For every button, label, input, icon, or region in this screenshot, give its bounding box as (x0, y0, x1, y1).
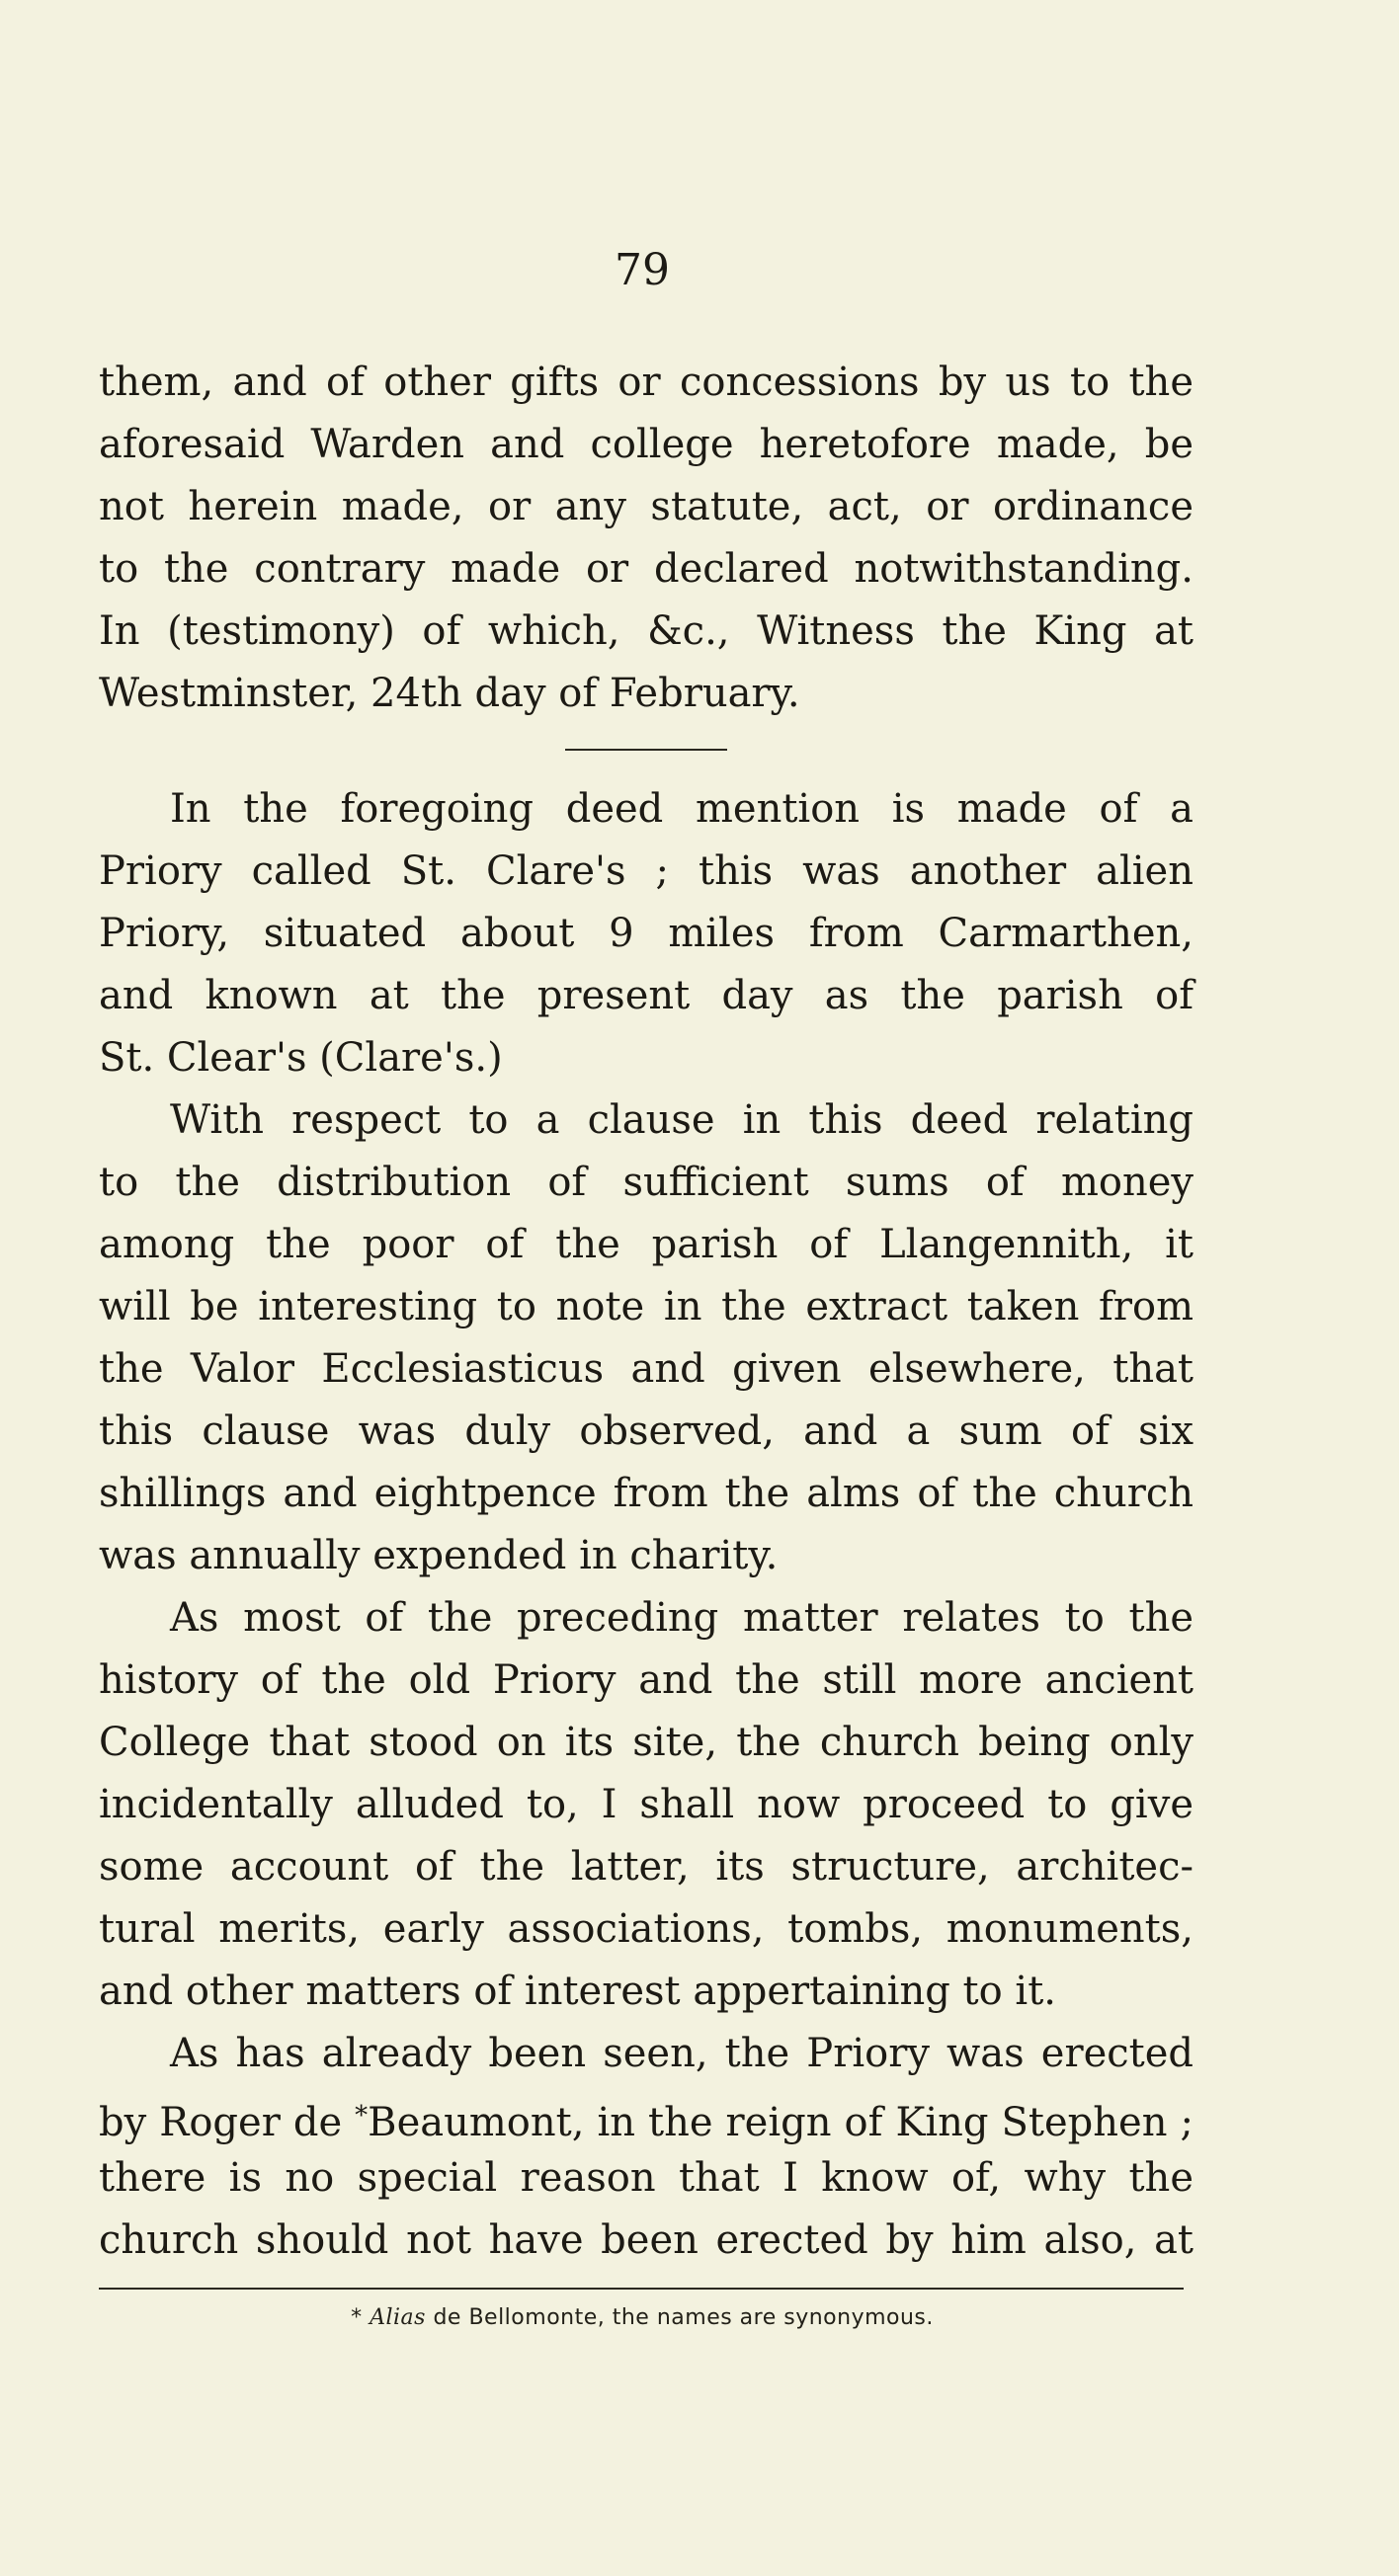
text-line: Priory, situated about 9 miles from Carmarthen, (99, 911, 1193, 956)
text-line: aforesaid Warden and college heretofore made, be (99, 422, 1193, 467)
text-line: there is no special reason that I know of, why the (99, 2155, 1193, 2201)
paragraph-clause (99, 1089, 1193, 1587)
footnote-reference: * (355, 2101, 369, 2131)
text-line: some account of the latter, its structure, architec- (99, 1844, 1193, 1890)
footnote-alias: Alias (370, 2305, 426, 2330)
text-fragment: Beaumont, in the reign of King Stephen ; (368, 2100, 1193, 2145)
paragraph-erected (99, 2023, 1193, 2272)
body-text (99, 778, 1193, 2272)
text-line: them, and of other gifts or concessions by us to the (99, 360, 1193, 405)
text-line: In the foregoing deed mention is made of a (170, 786, 1193, 832)
text-line: was annually expended in charity. (99, 1533, 779, 1578)
section-separator (565, 749, 727, 751)
continuation-paragraph (99, 352, 1193, 725)
text-line: With respect to a clause in this deed relating (170, 1097, 1193, 1143)
text-line (99, 2085, 1193, 2147)
text-line: and known at the present day as the parish of (99, 973, 1193, 1018)
text-line: incidentally alluded to, I shall now proceed to give (99, 1782, 1193, 1827)
text-line: church should not have been erected by him also, at (99, 2217, 1193, 2263)
text-line: history of the old Priory and the still more ancient (99, 1657, 1193, 1703)
text-line: Westminster, 24th day of February. (99, 671, 800, 716)
text-line: to the distribution of sufficient sums of money (99, 1160, 1193, 1205)
page-number: 79 (615, 245, 670, 295)
text-line: St. Clear's (Clare's.) (99, 1035, 503, 1081)
paragraph-church (99, 1587, 1193, 2023)
paragraph-st-clares (99, 778, 1193, 1089)
text-fragment: by Roger de (99, 2100, 356, 2145)
footnote-rule (99, 2288, 1184, 2290)
text-line: not herein made, or any statute, act, or ordinance (99, 484, 1193, 529)
text-line: College that stood on its site, the church being only (99, 1720, 1193, 1765)
text-line: among the poor of the parish of Llangennith, it (99, 1222, 1193, 1267)
text-line: this clause was duly observed, and a sum of six (99, 1409, 1193, 1454)
text-line: shillings and eightpence from the alms of the church (99, 1471, 1193, 1516)
text-line: and other matters of interest appertaining to it. (99, 1969, 1056, 2014)
text-line: As most of the preceding matter relates to the (170, 1595, 1193, 1641)
footnote (0, 2305, 1284, 2330)
footnote-text: de Bellomonte, the names are synonymous. (433, 2305, 934, 2330)
text-line: the Valor Ecclesiasticus and given elsewhere, that (99, 1346, 1193, 1392)
footnote-mark: * (351, 2305, 363, 2330)
text-line: As has already been seen, the Priory was erected (170, 2031, 1193, 2076)
text-line: Priory called St. Clare's ; this was another alien (99, 848, 1193, 894)
text-line: In (testimony) of which, &c., Witness the King at (99, 608, 1193, 654)
text-line: will be interesting to note in the extract taken from (99, 1284, 1193, 1329)
text-line: tural merits, early associations, tombs, monuments, (99, 1906, 1193, 1952)
text-line: to the contrary made or declared notwithstanding. (99, 546, 1193, 592)
